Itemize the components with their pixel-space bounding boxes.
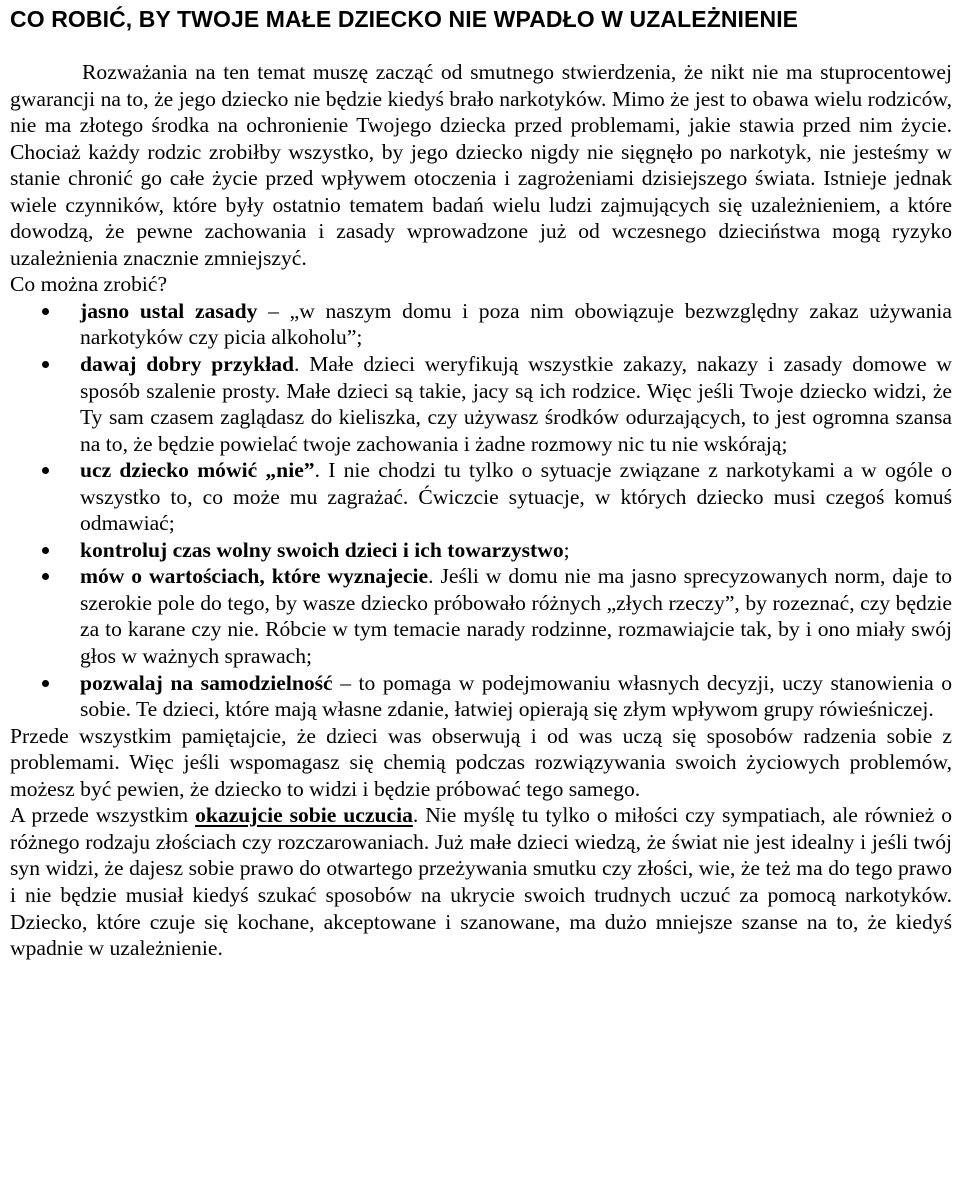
closing-lead: A przede wszystkim (10, 803, 196, 828)
emphasis-underlined: okazujcie sobie uczucia (195, 803, 413, 828)
bullet-icon (42, 467, 49, 474)
tip-text: . I nie chodzi tu tylko o sytuacje związane z narkotykami a w ogóle o wszystko to, co może mu zagrażać. Ćwiczcie sytuacje, w których dziecko musi czegoś komuś odmawiać; (80, 458, 952, 536)
closing-paragraph-2 (10, 802, 952, 961)
tip-text: – to pomaga w podejmowaniu własnych decyzji, uczy stanowienia o sobie. Te dzieci, które mają własne zdanie, łatwiej opierają się złym wpływom grupy rówieśniczej. (80, 670, 953, 722)
closing-rest: . Nie myślę tu tylko o miłości czy sympatiach, ale również o różnego rodzaju złościach czy rozczarowaniach. Już małe dzieci wiedzą, że świat nie jest idealny i jeśli twój syn widzi, że dajesz sobie prawo do otwartego przeżywania smutku czy złości, wie, że też ma do tego prawo i nie będzie musiał kiedyś szukać sposobów na ukrycie swoich trudnych uczuć za pomocą narkotyków. Dziecko, które czuje się kochane, akceptowane i szanowane, ma dużo mniejsze szanse na to, że kiedyś wpadnie w uzależnienie. (10, 803, 952, 961)
list-item (10, 457, 952, 537)
intro-paragraph: Rozważania na ten temat muszę zacząć od smutnego stwierdzenia, że nikt nie ma stuprocentowej gwarancji na to, że jego dziecko nie będzie kiedyś brało narkotyków. Mimo że jest to obawa wielu rodziców, nie ma złotego środka na ochronienie Twojego dziecka przed problemami, jakie stawia przed nim życie. Chociaż każdy rodzic zrobiłby wszystko, by jego dziecko nigdy nie sięgnęło po narkotyk, nie jesteśmy w stanie chronić go całe życie przed wpływem otoczenia i zagrożeniami dzisiejszego świata. Istnieje jednak wiele czynników, które były ostatnio tematem badań wielu ludzi zajmujących się uzależnieniem, a które dowodzą, że pewne zachowania i zasady wprowadzone już od wczesnego dzieciństwa mogą ryzyko uzależnienia znacznie zmniejszyć. (10, 60, 952, 270)
tip-text: ; (563, 537, 570, 562)
bullet-icon (42, 573, 49, 580)
tip-text: – „w naszym domu i poza nim obowiązuje bezwzględny zakaz używania narkotyków czy picia alkoholu”; (80, 298, 952, 350)
document-body (10, 59, 952, 962)
tip-heading: jasno ustal zasady (80, 298, 258, 323)
tip-heading: mów o wartościach, które wyznajecie (80, 564, 429, 589)
tip-text: . Jeśli w domu nie ma jasno sprecyzowanych norm, daje to szerokie pole do tego, by wasze dziecko próbowało różnych „złych rzeczy”, by rozeznać, czy będzie za to karane czy nie. Róbcie w tym temacie narady rodzinne, rozmawiajcie tak, by i ono miały swój głos w ważnych sprawach; (80, 564, 952, 669)
document-title: CO ROBIĆ, BY TWOJE MAŁE DZIECKO NIE WPADŁO W UZALEŻNIENIE (10, 6, 799, 32)
bullet-icon (42, 547, 49, 554)
question-line: Co można zrobić? (10, 272, 168, 297)
tip-heading: pozwalaj na samodzielność (80, 670, 333, 695)
tip-text: . Małe dzieci weryfikują wszystkie zakazy, nakazy i zasady domowe w sposób szalenie prosty. Małe dzieci są takie, jacy są ich rodzice. Więc jeśli Twoje dziecko widzi, że Ty sam czasem zaglądasz do kieliszka, czy używasz środków odurzających, to jest ogromna szansa na to, że będzie powielać twoje zachowania i żadne rozmowy nic tu nie wskórają; (80, 352, 952, 456)
list-item (10, 351, 952, 457)
list-item (10, 670, 952, 723)
tip-heading: ucz dziecko mówić „nie” (80, 458, 315, 483)
tip-heading: kontroluj czas wolny swoich dzieci i ich towarzystwo (80, 537, 564, 562)
list-item (10, 537, 952, 564)
tip-heading: dawaj dobry przykład (80, 352, 295, 377)
bullet-icon (42, 361, 49, 368)
list-item (10, 298, 952, 351)
closing-paragraph-1: Przede wszystkim pamiętajcie, że dzieci was obserwują i od was uczą się sposobów radzenia sobie z problemami. Więc jeśli wspomagasz się chemią podczas rozwiązywania swoich życiowych problemów, możesz być pewien, że dziecko to widzi i będzie próbować tego samego. (10, 723, 952, 801)
list-item (10, 563, 952, 669)
tips-list (10, 298, 952, 723)
bullet-icon (42, 680, 49, 687)
bullet-icon (42, 308, 49, 315)
